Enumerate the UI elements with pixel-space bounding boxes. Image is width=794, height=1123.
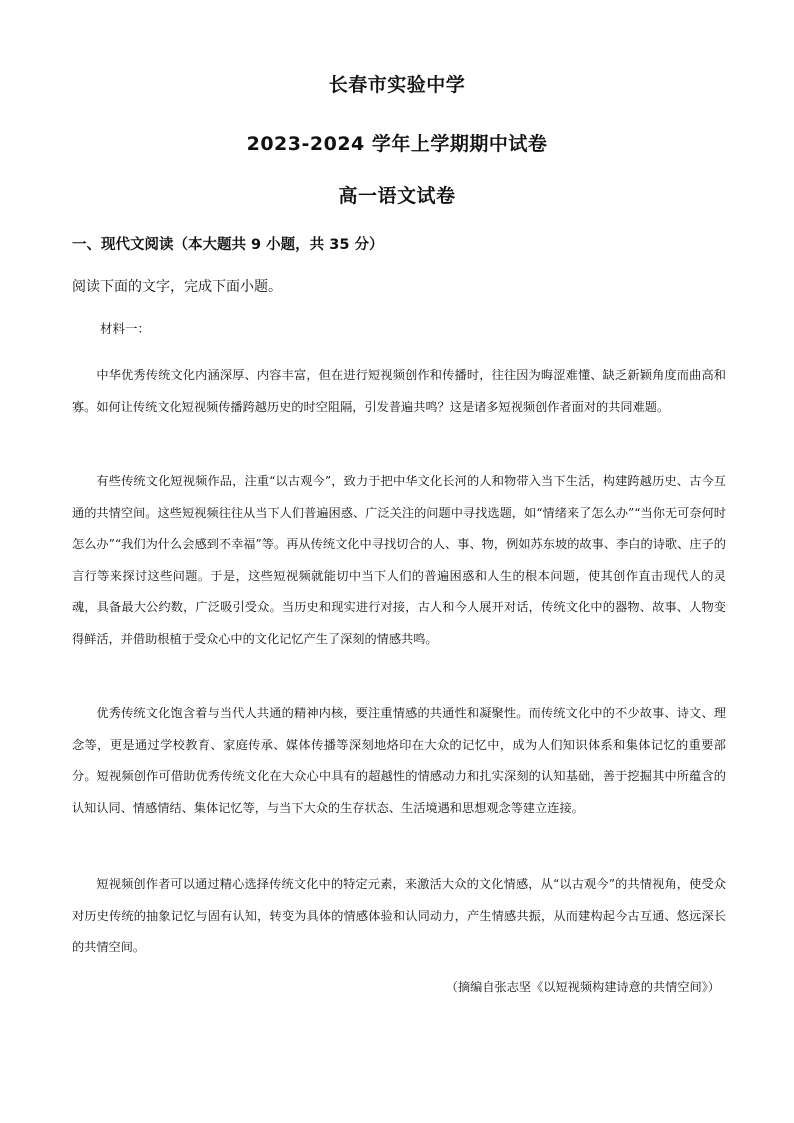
material-paragraph: 有些传统文化短视频作品，注重“以古观今”，致力于把中华文化长河的人和物带入当下生活，构建跨越历史、古今互通的共情空间。这些短视频往往从当下人们普遍困惑、广泛关注的问题中寻找选题，如“情绪来了怎么办”“当你无可奈何时怎么办”“我们为什么会感到不幸福”等。再从传统文化中寻找切合的人、事、物，例如苏东坡的故事、李白的诗歌、庄子的言行等来探讨这些问题。于是，这些短视频就能切中当下人们的普遍困惑和人生的根本问题，使其创作直击现代人的灵魂，具备最大公约数，广泛吸引受众。当历史和现实进行对接，古人和今人展开对话，传统文化中的器物、故事、人物变得鲜活，并借助根植于受众心中的文化记忆产生了深刻的情感共鸣。 [72,474,726,646]
material-label: 材料一： [100,321,151,336]
source-citation: （摘编自张志坚《以短视频构建诗意的共情空间》） [445,980,720,994]
reading-instruction: 阅读下面的文字，完成下面小题。 [72,279,282,295]
exam-term-title: 2023-2024 学年上学期期中试卷 [246,133,548,155]
school-title: 长春市实验中学 [328,74,466,96]
material-paragraph: 短视频创作者可以通过精心选择传统文化中的特定元素，来激活大众的文化情感，从“以古观今”的共情视角，使受众对历史传统的抽象记忆与固有认知，转变为具体的情感体验和认同动力，产生情感共振，从而建构起今古互通、悠远深长的共情空间。 [72,877,726,954]
material-paragraph: 优秀传统文化饱含着与当代人共通的精神内核，要注重情感的共通性和凝聚性。而传统文化中的不少故事、诗文、理念等，更是通过学校教育、家庭传承、媒体传播等深刻地烙印在大众的记忆中，成为人们知识体系和集体记忆的重要部分。短视频创作可借助优秀传统文化在大众心中具有的超越性的情感动力和扎实深刻的认知基础，善于挖掘其中所蕴含的认知认同、情感情结、集体记忆等，与当下大众的生存状态、生活境遇和思想观念等建立连接。 [72,706,726,815]
subject-title: 高一语文试卷 [338,185,456,207]
material-paragraph: 中华优秀传统文化内涵深厚、内容丰富，但在进行短视频创作和传播时，往往因为晦涩难懂、缺乏新颖角度而曲高和寡。如何让传统文化短视频传播跨越历史的时空阻隔，引发普遍共鸣？这是诸多短视频创作者面对的共同难题。 [72,368,726,414]
section-heading: 一、现代文阅读（本大题共 9 小题，共 35 分） [72,237,384,253]
